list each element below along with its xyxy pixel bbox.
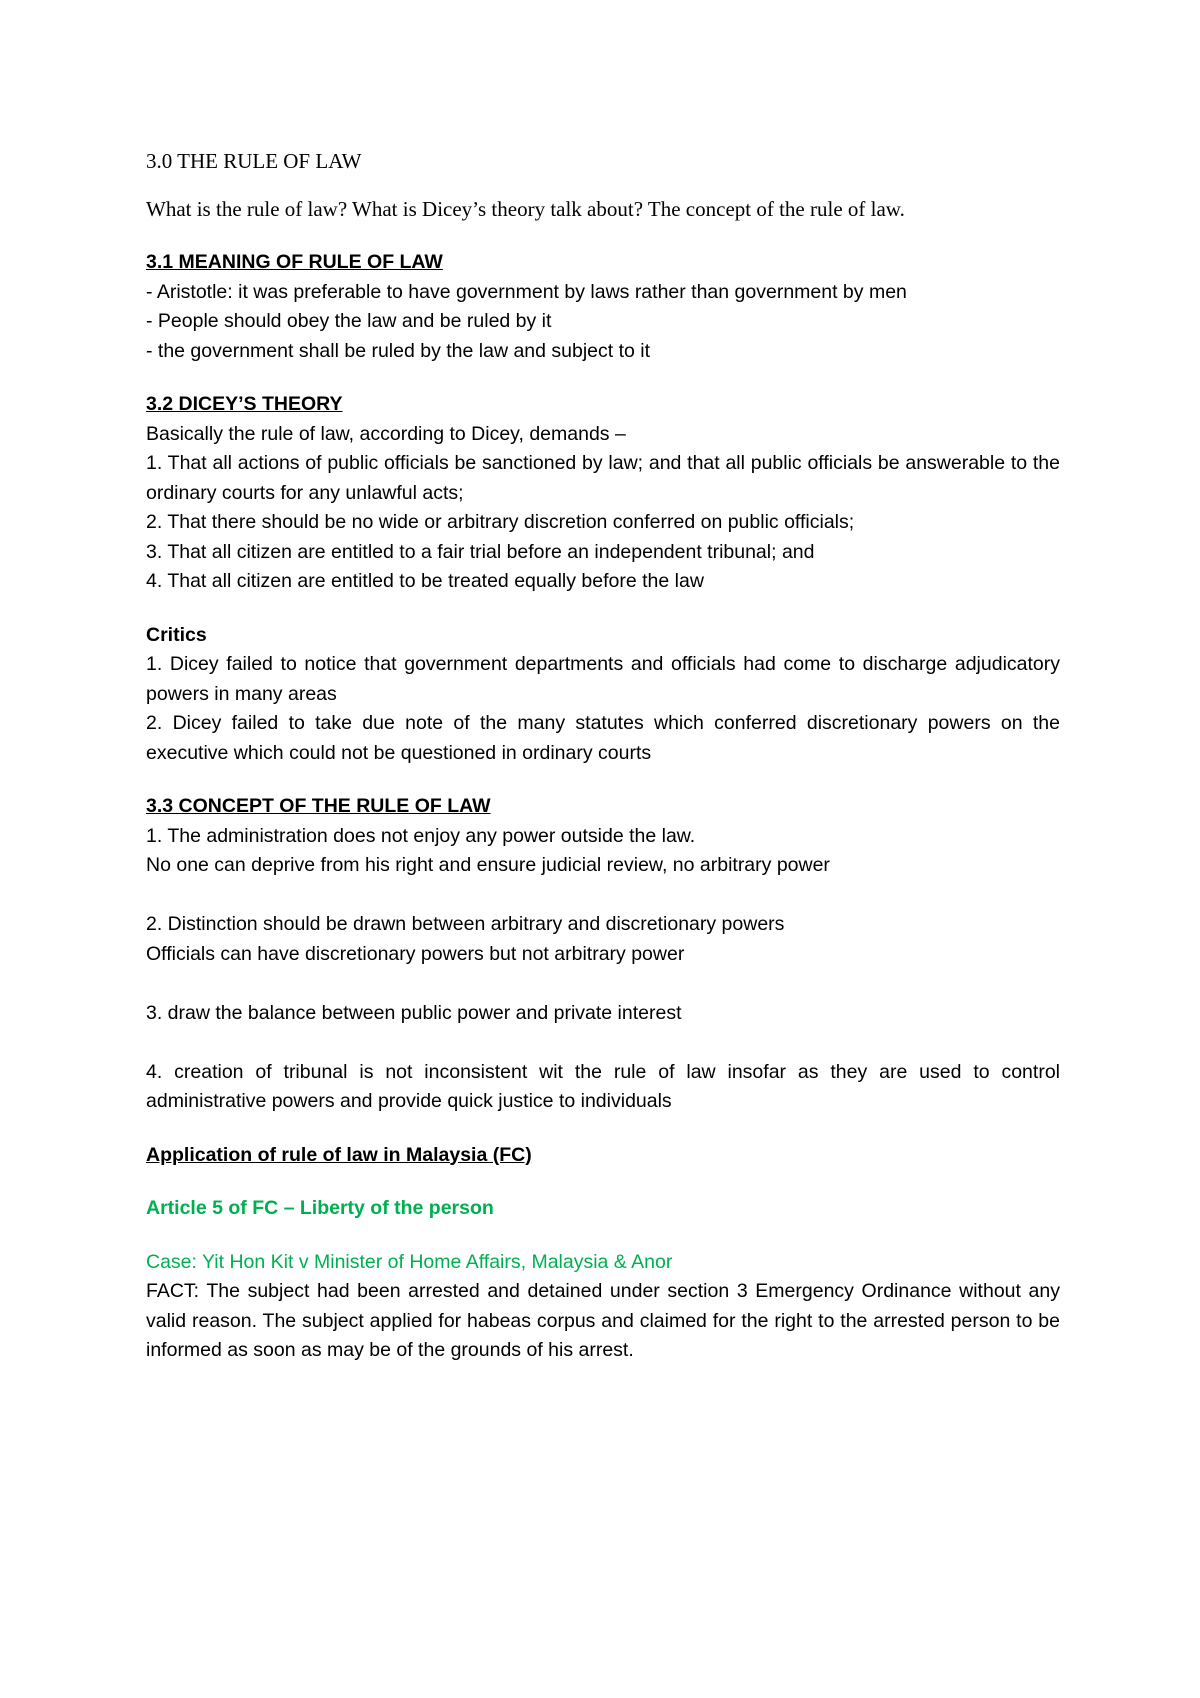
s32-lead: Basically the rule of law, according to Dicey, demands – — [146, 422, 626, 445]
intro-questions: What is the rule of law? What is Dicey’s theory talk about? The concept of the rule of law. — [146, 197, 905, 221]
s31-item: - Aristotle: it was preferable to have government by laws rather than government by men — [146, 280, 907, 303]
s32-item: 4. That all citizen are entitled to be treated equally before the law — [146, 570, 704, 592]
section-3-1-heading: 3.1 MEANING OF RULE OF LAW — [146, 251, 443, 273]
critics-section — [146, 621, 1060, 769]
application-heading: Application of rule of law in Malaysia (FC) — [146, 1143, 532, 1166]
section-3-1 — [146, 248, 1060, 366]
s32-item: 2. That there should be no wide or arbitrary discretion conferred on public officials; — [146, 511, 855, 533]
case-fact: FACT: The subject had been arrested and detained under section 3 Emergency Ordinance without any valid reason. The subject applied for habeas corpus and claimed for the right to the arrested person to be informed as soon as may be of the grounds of his arrest. — [146, 1280, 1060, 1361]
critics-heading: Critics — [146, 623, 207, 646]
critics-item: 2. Dicey failed to take due note of the many statutes which conferred discretionary powers on the executive which could not be questioned in ordinary courts — [146, 712, 1060, 764]
s33-point-3: 3. draw the balance between public power and private interest — [146, 1001, 682, 1024]
s32-item: 3. That all citizen are entitled to a fair trial before an independent tribunal; and — [146, 540, 815, 563]
document-body — [146, 146, 1060, 1366]
section-3-2-heading: 3.2 DICEY’S THEORY — [146, 393, 343, 415]
s33-point-4: 4. creation of tribunal is not inconsistent wit the rule of law insofar as they are used to control administrative powers and provide quick justice to individuals — [146, 1060, 1060, 1112]
article-5-heading: Article 5 of FC – Liberty of the person — [146, 1197, 494, 1219]
section-3-2 — [146, 390, 1060, 597]
critics-item: 1. Dicey failed to notice that government departments and officials had come to discharge adjudicatory powers in many areas — [146, 653, 1060, 705]
s33-point-1-note: No one can deprive from his right and ensure judicial review, no arbitrary power — [146, 854, 830, 876]
document-title: 3.0 THE RULE OF LAW — [146, 149, 362, 173]
s31-item: - People should obey the law and be ruled by it — [146, 310, 552, 332]
section-3-3-heading: 3.3 CONCEPT OF THE RULE OF LAW — [146, 795, 491, 817]
s31-item: - the government shall be ruled by the law and subject to it — [146, 339, 651, 362]
application-section — [146, 1141, 1060, 1366]
s33-point-2-note: Officials can have discretionary powers but not arbitrary power — [146, 942, 685, 965]
s33-point-2: 2. Distinction should be drawn between arbitrary and discretionary powers — [146, 913, 785, 935]
case-title: Case: Yit Hon Kit v Minister of Home Affairs, Malaysia & Anor — [146, 1250, 673, 1273]
s32-item: 1. That all actions of public officials be sanctioned by law; and that all public officials be answerable to the ordinary courts for any unlawful acts; — [146, 452, 1060, 504]
s33-point-1: 1. The administration does not enjoy any power outside the law. — [146, 824, 696, 847]
section-3-3 — [146, 792, 1060, 1117]
